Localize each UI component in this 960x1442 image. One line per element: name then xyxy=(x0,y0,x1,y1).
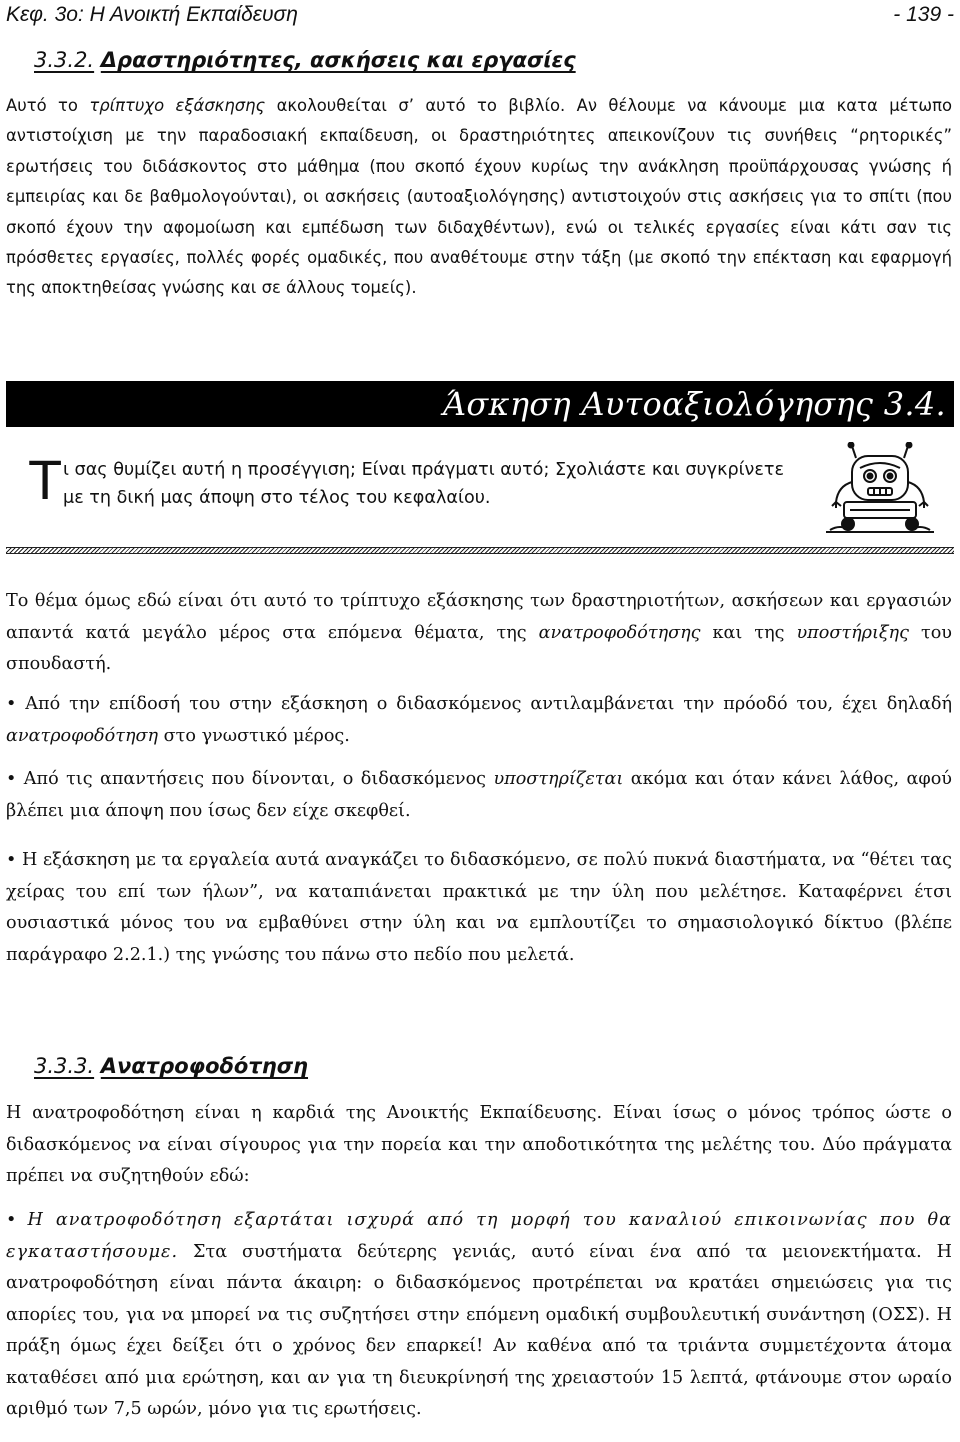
text-run: του σπουδαστή. xyxy=(6,622,952,674)
emphasis: τρίπτυχο εξάσκησης xyxy=(89,96,266,115)
section-number: 3.3.2. xyxy=(34,48,95,72)
exercise-banner xyxy=(6,381,954,427)
section-title: Δραστηριότητες, ασκήσεις και εργασίες xyxy=(100,48,576,72)
emphasis: υποστήριξης xyxy=(796,622,909,643)
robot-icon xyxy=(826,442,934,534)
text-run: Από την επίδοσή του στην εξάσκηση ο διδασκόμενος αντιλαμβάνεται την πρόοδό του, έχει δηλαδή xyxy=(25,694,952,714)
text-run: στο γνωστικό μέρος. xyxy=(158,725,350,746)
exercise-question: ι σας θυμίζει αυτή η προσέγγιση; Είναι πράγματι αυτό; Σχολιάστε και συγκρίνετε με τη δική μας άποψη στο τέλος του κεφαλαίου. xyxy=(63,460,785,508)
emphasis: ανατροφοδότησης xyxy=(538,622,701,643)
body-paragraph xyxy=(6,586,952,681)
text-run: και της xyxy=(700,622,797,643)
text-run: ακόμα και όταν κάνει λάθος, αφού βλέπει μια άποψη που ίσως δεν είχε σκεφθεί. xyxy=(6,769,952,821)
exercise-title: Άσκηση Αυτοαξιολόγησης 3.4. xyxy=(443,385,946,423)
bullet-item xyxy=(6,1205,952,1426)
text-run: Από τις απαντήσεις που δίνονται, ο διδασκόμενος xyxy=(23,769,494,789)
text-run: Στα συστήματα δεύτερης γενιάς, αυτό είναι ένα από τα μειονεκτήματα. Η ανατροφοδότηση είναι πάντα άκαιρη: ο διδασκόμενος προτρέπεται να κρατάει σημειώσεις για τις απορίες του, για να μπορεί να τις συζητήσει στην επόμενη ομαδική συμβουλευτική συνάντηση (ΟΣΣ). Η πράξη όμως έχει δείξει ότι ο χρόνος δεν επαρκεί! Αν καθένα από τα τριάντα συμμετέχοντα άτομα καταθέσει από μια ερώτηση, και αν για τη διευκρίνησή της χρειαστούν 15 λεπτά, φτάνουμε στον ωραίο αριθμό των 7,5 ωρών, μόνο για τις ερωτήσεις. xyxy=(6,1241,952,1419)
divider xyxy=(6,547,954,554)
drop-cap: Τ xyxy=(28,448,63,511)
emphasis: ανατροφοδότηση xyxy=(6,725,159,746)
text-run: Αυτό το xyxy=(6,96,90,115)
text-run: Η εξάσκηση με τα εργαλεία αυτά αναγκάζει το διδασκόμενο, σε πολύ πυκνά διαστήματα, να “θέτει τας χείρας του επί των ήλων”, να καταπιάνεται πρακτικά με την ύλη που μελέτησε. Καταφέρνει έτσι ουσιαστικά μόνος του να εμβαθύνει στην ύλη και να εμπλουτίζει το σημασιολογικό δίκτυο (βλέπε παράγραφο 2.2.1.) της γνώσης του πάνω στο πεδίο που μελετά. xyxy=(6,850,952,965)
text-run: Το θέμα όμως εδώ είναι ότι αυτό το τρίπτυχο εξάσκησης των δραστηριοτήτων, ασκήσεων και εργασιών απαντά κατά μεγάλο μέρος στα επόμενα θέματα, της xyxy=(6,591,952,643)
section-333-paragraph: Η ανατροφοδότηση είναι η καρδιά της Ανοικτής Εκπαίδευσης. Είναι ίσως ο μόνος τρόπος ώστε ο διδασκόμενος να είναι σίγουρος για την πορεία και την αποδοτικότητα της μελέτης του. Δύο πράγματα πρέπει να συζητηθούν εδώ: xyxy=(6,1103,952,1186)
bullet-item xyxy=(6,845,952,971)
text-run: ακολουθείται σ’ αυτό το βιβλίο. Αν θέλουμε να κάνουμε μια κατα μέτωπο αντιστοίχιση με την παραδοσιακή εκπαίδευση, οι δραστηριότητες απεικονίζουν τις συνήθεις “ρητορικές” ερωτήσεις του διδάσκοντος στο μάθημα (που σκοπό έχουν κυρίως την ανάκληση προϋπάρχουσας γνώσης ή εμπειρίας και δε βαθμολογούνται), οι ασκήσεις (αυτοαξιολόγησης) αντιστοιχούν στις ασκήσεις για το σπίτι (που σκοπό έχουν την αφομοίωση και εμπέδωση των διδαχθέντων), ενώ οι τελικές εργασίες είναι κάτι σαν τις πρόσθετες εργασίες, πολλές φορές ομαδικές, που αναθέτουμε στην τάξη (με σκοπό την επέκταση και εφαρμογή της αποκτηθείσας γνώσης και σε άλλους τομείς). xyxy=(6,96,952,298)
section-333-heading xyxy=(34,1052,308,1080)
page-number: - 139 - xyxy=(893,3,954,26)
chapter-title: Κεφ. 3ο: Η Ανοικτή Εκπαίδευση xyxy=(6,3,298,26)
section-title: Ανατροφοδότηση xyxy=(100,1054,309,1078)
section-332-heading xyxy=(34,46,576,74)
emphasis: υποστηρίζεται xyxy=(493,769,624,789)
bullet-item xyxy=(6,764,952,827)
emphasis: Η ανατροφοδότηση εξαρτάται ισχυρά από τη μορφή του καναλιού επικοινωνίας που θα εγκαταστήσουμε. xyxy=(6,1210,952,1262)
bullet-item xyxy=(6,689,952,752)
running-header xyxy=(6,2,954,30)
section-332-paragraph xyxy=(6,91,952,304)
section-number: 3.3.3. xyxy=(34,1054,95,1078)
